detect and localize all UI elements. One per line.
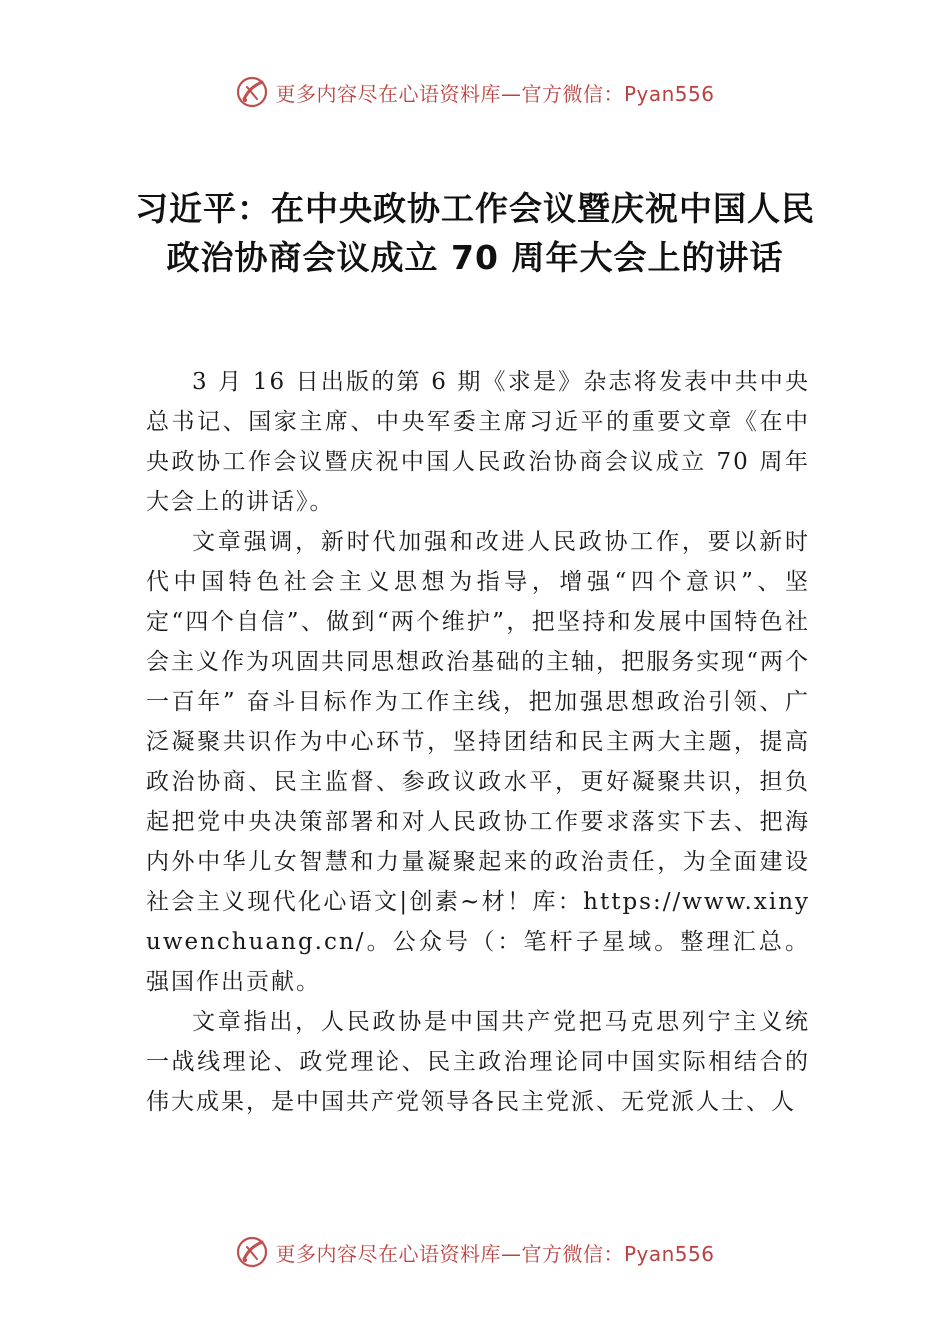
brush-logo-icon (235, 1235, 269, 1269)
banner-text: 更多内容尽在心语资料库—官方微信：Pyan556 (275, 1241, 715, 1266)
banner-text: 更多内容尽在心语资料库—官方微信：Pyan556 (275, 81, 715, 106)
article-body (146, 362, 810, 1122)
brush-logo-icon (235, 75, 269, 109)
footer-watermark-banner (0, 1232, 950, 1272)
article-title: 习近平：在中央政协工作会议暨庆祝中国人民政治协商会议成立 70 周年大会上的讲话 (135, 189, 815, 277)
paragraph: 文章强调，新时代加强和改进人民政协工作，要以新时代中国特色社会主义思想为指导，增强“四个意识”、坚定“四个自信”、做到“两个维护”，把坚持和发展中国特色社会主义作为巩固共同思想政治基础的主轴，把服务实现“两个一百年” 奋斗目标作为工作主线，把加强思想政治引领、广泛凝聚共识作为中心环节，坚持团结和民主两大主题，提高政治协商、民主监督、参政议政水平，更好凝聚共识，担负起把党中央决策部署和对人民政协工作要求落实下去、把海内外中华儿女智慧和力量凝聚起来的政治责任，为全面建设社会主义现代化心语文|创素~材！库：https://www.xinyuwenchuang.cn/。公众号（：笔杆子星域。整理汇总。强国作出贡献。 (146, 529, 810, 995)
paragraph: 文章指出，人民政协是中国共产党把马克思列宁主义统一战线理论、政党理论、民主政治理论同中国实际相结合的伟大成果，是中国共产党领导各民主党派、无党派人士、人 (146, 1009, 810, 1115)
header-watermark-banner (0, 72, 950, 112)
paragraph: 3 月 16 日出版的第 6 期《求是》杂志将发表中共中央总书记、国家主席、中央军委主席习近平的重要文章《在中央政协工作会议暨庆祝中国人民政治协商会议成立 70 周年大会上的讲话》。 (146, 369, 810, 515)
